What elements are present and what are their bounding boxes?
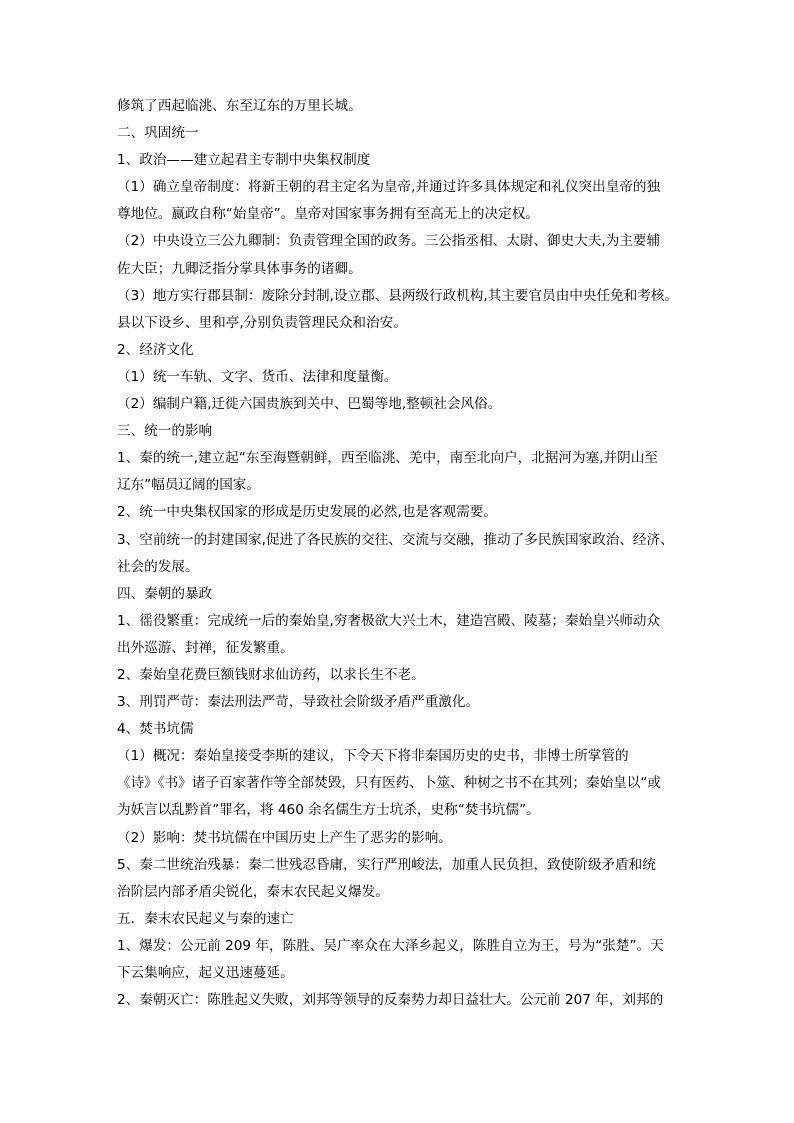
text-line: 为妖言以乱黔首”罪名，将 460 余名儒生方士坑杀，史称“焚书坑儒”。 bbox=[117, 802, 540, 819]
text-line: （2）中央设立三公九卿制：负责管理全国的政务。三公指丞相、太尉、御史大夫,为主要辅 bbox=[117, 233, 661, 250]
text-line: 辽东”幅员辽阔的国家。 bbox=[117, 477, 260, 494]
text-line: 修筑了西起临洮、东至辽东的万里长城。 bbox=[117, 98, 362, 114]
text-line: 四、秦朝的暴政 bbox=[117, 585, 213, 602]
text-line: 五．秦末农民起义与秦的速亡 bbox=[117, 910, 294, 927]
text-line: 1、政治——建立起君主专制中央集权制度 bbox=[117, 152, 371, 169]
text-line: （2）编制户籍,迁徙六国贵族到关中、巴蜀等地,整顿社会风俗。 bbox=[117, 396, 502, 413]
text-line: 2、经济文化 bbox=[117, 341, 194, 358]
text-line: 2、秦始皇花费巨额钱财求仙访药，以求长生不老。 bbox=[117, 666, 425, 683]
text-line: 尊地位。嬴政自称“始皇帝”。皇帝对国家事务拥有至高无上的决定权。 bbox=[117, 206, 539, 223]
text-line: 4、焚书坑儒 bbox=[117, 721, 194, 738]
text-line: 三、统一的影响 bbox=[117, 423, 213, 440]
document-page bbox=[117, 93, 682, 1014]
text-line: 《诗》《书》诸子百家著作等全部焚毁，只有医药、卜筮、种树之书不在其列；秦始皇以“或 bbox=[117, 775, 661, 792]
text-line: 3、刑罚严苛：秦法刑法严苛，导致社会阶级矛盾严重激化。 bbox=[117, 694, 480, 711]
text-line: （1）确立皇帝制度：将新王朝的君主定名为皇帝,并通过许多具体规定和礼仪突出皇帝的独 bbox=[117, 179, 661, 196]
text-line: 1、爆发：公元前 209 年，陈胜、吴广率众在大泽乡起义，陈胜自立为王，号为“张楚”。天 bbox=[117, 937, 664, 954]
text-line: 出外巡游、封禅，征发繁重。 bbox=[117, 639, 294, 656]
text-line: 5、秦二世统治残暴：秦二世残忍昏庸，实行严刑峻法，加重人民负担，致使阶级矛盾和统 bbox=[117, 856, 656, 873]
text-line: （1）概况：秦始皇接受李斯的建议，下令天下将非秦国历史的史书，非博士所掌管的 bbox=[117, 748, 629, 765]
text-line: （3）地方实行郡县制：废除分封制,设立郡、县两级行政机构,其主要官员由中央任免和考核。 bbox=[117, 287, 679, 304]
text-line: 县以下设乡、里和亭,分别负责管理民众和治安。 bbox=[117, 314, 407, 331]
text-line: （1）统一车轨、文字、货币、法律和度量衡。 bbox=[117, 368, 398, 385]
text-line: 3、空前统一的封建国家,促进了各民族的交往、交流与交融，推动了多民族国家政治、经济、 bbox=[117, 531, 674, 548]
text-line: （2）影响：焚书坑儒在中国历史上产生了恶劣的影响。 bbox=[117, 829, 452, 846]
text-line: 2、秦朝灭亡：陈胜起义失败，刘邦等领导的反秦势力却日益壮大。公元前 207 年，刘邦的 bbox=[117, 992, 664, 1009]
text-line: 1、秦的统一,建立起“东至海暨朝鲜，西至临洮、羌中，南至北向户，北据河为塞,并阴山至 bbox=[117, 450, 658, 467]
text-line: 佐大臣；九卿泛指分掌具体事务的诸卿。 bbox=[117, 260, 362, 277]
text-line: 1、徭役繁重：完成统一后的秦始皇,穷奢极欲大兴土木，建造宫殿、陵墓；秦始皇兴师动众 bbox=[117, 612, 661, 629]
text-line: 2、统一中央集权国家的形成是历史发展的必然,也是客观需要。 bbox=[117, 504, 497, 521]
text-line: 社会的发展。 bbox=[117, 558, 199, 575]
text-line: 二、巩固统一 bbox=[117, 125, 199, 142]
text-line: 治阶层内部矛盾尖锐化，秦末农民起义爆发。 bbox=[117, 883, 389, 900]
text-line: 下云集响应，起义迅速蔓延。 bbox=[117, 965, 294, 981]
